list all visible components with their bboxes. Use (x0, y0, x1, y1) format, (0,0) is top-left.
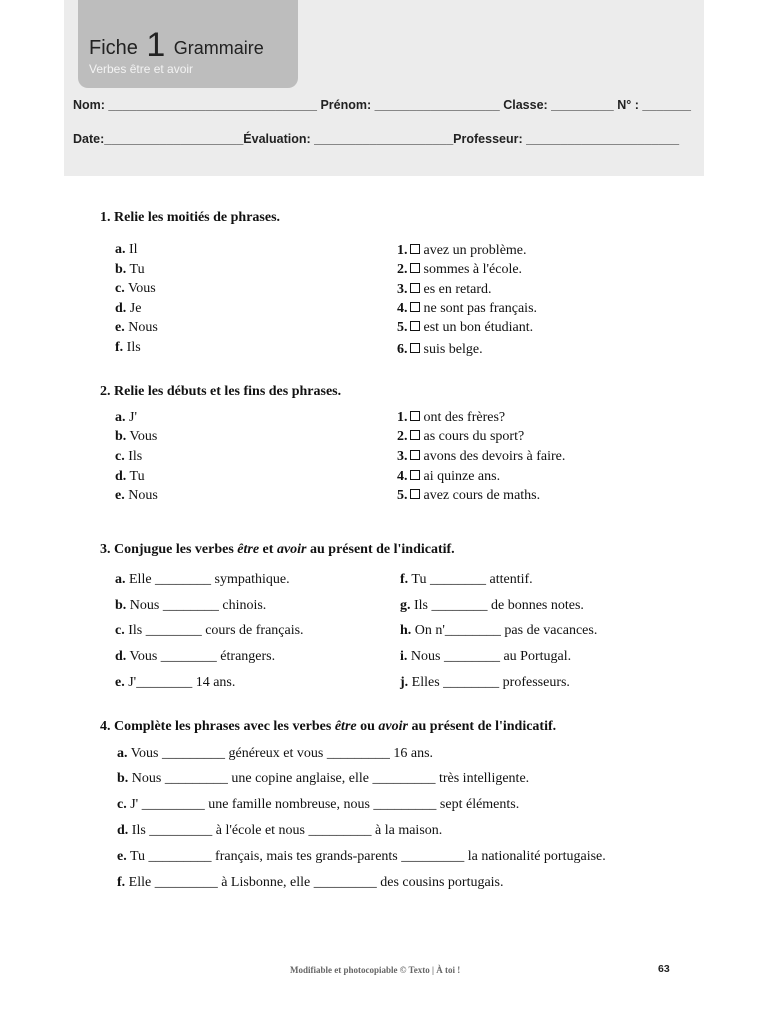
list-item: 4. ne sont pas français. (397, 301, 538, 316)
worksheet-header (64, 0, 704, 176)
exercise2-title: 2. Relie les débuts et les fins des phrases. (100, 384, 342, 399)
list-item: g. Ils ________ de bonnes notes. (400, 598, 584, 613)
fiche-topic: Grammaire (173, 38, 264, 58)
checkbox[interactable] (410, 302, 420, 312)
list-item: f. Elle _________ à Lisbonne, elle _________ des cousins portugais. (117, 875, 504, 890)
footer-copyright: Modifiable et photocopiable © Texto | À toi ! (290, 965, 461, 975)
checkbox[interactable] (410, 263, 420, 273)
checkbox[interactable] (410, 489, 420, 499)
list-item: h. On n'________ pas de vacances. (400, 623, 598, 638)
checkbox[interactable] (410, 343, 420, 353)
list-item: 5. est un bon étudiant. (397, 320, 534, 335)
worksheet-title (89, 24, 264, 63)
list-item: 2. as cours du sport? (397, 429, 525, 444)
exercise4-title: 4. Complète les phrases avec les verbes être ou avoir au présent de l'indicatif. (100, 719, 557, 734)
checkbox[interactable] (410, 321, 420, 331)
exercise1-title: 1. Relie les moitiés de phrases. (100, 210, 281, 225)
list-item: 5. avez cours de maths. (397, 488, 541, 503)
fiche-label: Fiche (89, 37, 138, 59)
list-item: d. Vous ________ étrangers. (115, 649, 276, 664)
list-item: 4. ai quinze ans. (397, 469, 501, 484)
evaluation-info-line: Date:____________________Évaluation: ____________________Professeur: ______________________ (73, 132, 680, 146)
list-item: b. Nous ________ chinois. (115, 598, 267, 613)
list-item: f. Ils (115, 340, 141, 355)
list-item: d. Ils _________ à l'école et nous _________ à la maison. (117, 823, 443, 838)
list-item: e. Nous (115, 320, 158, 335)
list-item: f. Tu ________ attentif. (400, 572, 533, 587)
list-item: e. Tu _________ français, mais tes grands-parents _________ la nationalité portugaise. (117, 849, 606, 864)
list-item: d. Je (115, 301, 142, 316)
list-item: 6. suis belge. (397, 342, 483, 357)
checkbox[interactable] (410, 430, 420, 440)
list-item: i. Nous ________ au Portugal. (400, 649, 572, 664)
list-item: c. Ils (115, 449, 143, 464)
exercise3-title: 3. Conjugue les verbes être et avoir au présent de l'indicatif. (100, 542, 455, 557)
list-item: e. J'________ 14 ans. (115, 675, 236, 690)
list-item: c. Ils ________ cours de français. (115, 623, 304, 638)
list-item: c. Vous (115, 281, 156, 296)
page-number: 63 (658, 963, 670, 975)
student-info-line: Nom: ______________________________ Prénom: __________________ Classe: _________ N° : _______ (73, 98, 692, 112)
checkbox[interactable] (410, 283, 420, 293)
list-item: a. Il (115, 242, 138, 257)
worksheet-subtitle: Verbes être et avoir (89, 62, 194, 76)
list-item: 2. sommes à l'école. (397, 262, 523, 277)
checkbox[interactable] (410, 470, 420, 480)
list-item: b. Nous _________ une copine anglaise, elle _________ très intelligente. (117, 771, 530, 786)
checkbox[interactable] (410, 450, 420, 460)
list-item: b. Vous (115, 429, 158, 444)
list-item: a. Elle ________ sympathique. (115, 572, 290, 587)
checkbox[interactable] (410, 411, 420, 421)
title-box (78, 0, 298, 88)
list-item: c. J' _________ une famille nombreuse, nous _________ sept éléments. (117, 797, 520, 812)
fiche-number: 1 (146, 26, 166, 64)
list-item: j. Elles ________ professeurs. (400, 675, 570, 690)
list-item: a. J' (115, 410, 137, 425)
list-item: 1. ont des frères? (397, 410, 506, 425)
list-item: b. Tu (115, 262, 145, 277)
list-item: 1. avez un problème. (397, 243, 527, 258)
list-item: a. Vous _________ généreux et vous _________ 16 ans. (117, 746, 434, 761)
list-item: e. Nous (115, 488, 158, 503)
checkbox[interactable] (410, 244, 420, 254)
list-item: 3. es en retard. (397, 282, 492, 297)
list-item: d. Tu (115, 469, 145, 484)
list-item: 3. avons des devoirs à faire. (397, 449, 566, 464)
